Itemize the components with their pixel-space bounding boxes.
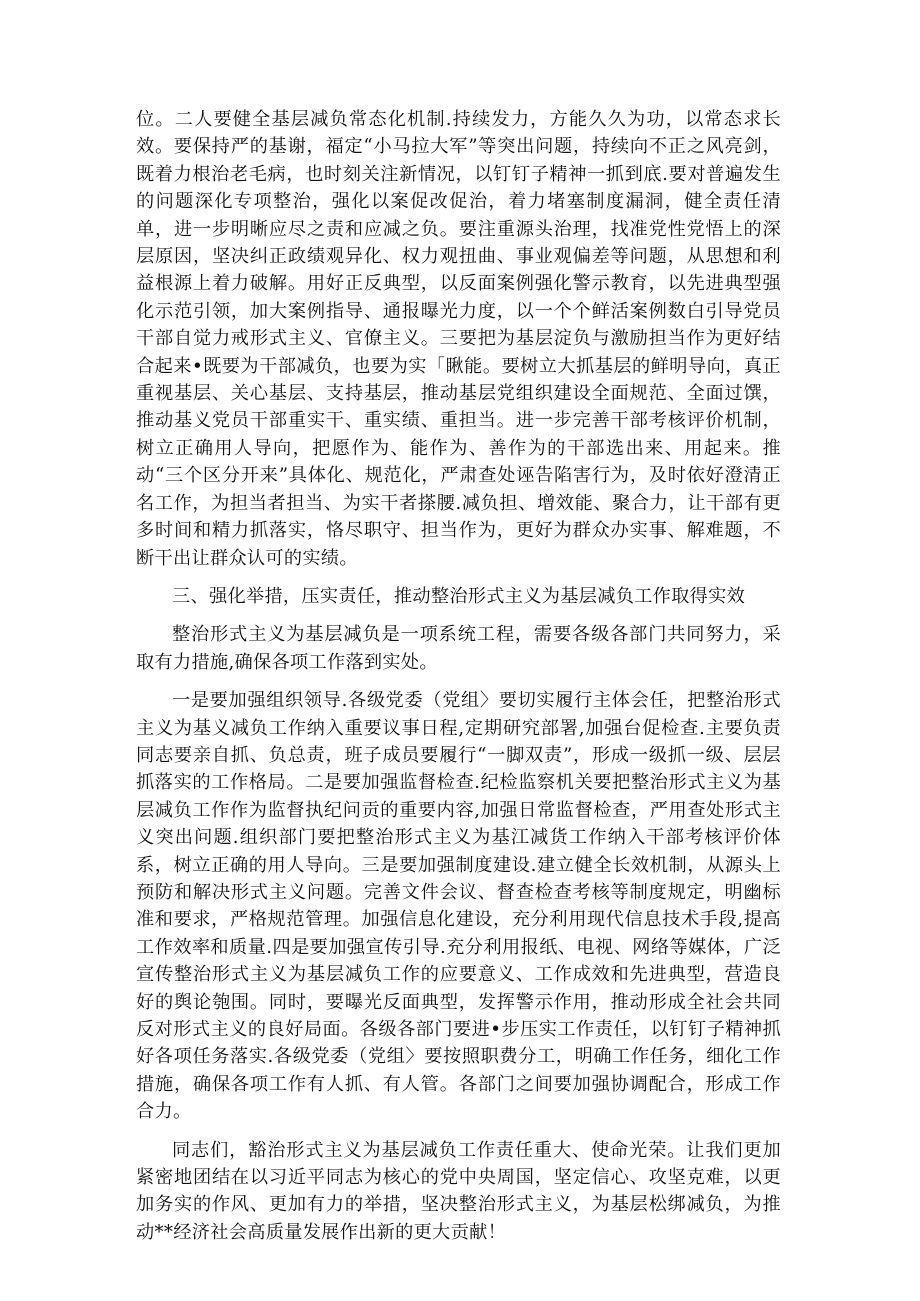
section-heading-three: 三、强化举措，压实责任，推动整治形式主义为基层减负工作取得实效 bbox=[172, 585, 746, 607]
document-body bbox=[136, 106, 781, 1257]
paragraph-measures: 一是要加强组织领导.各级党委（党组〉要切实履行主体会任，把整治形式主义为基义减负工作纳入重要议事日程,定期研究部署,加强台促检查.主要负责同志要亲自抓、负总责，班子成员要履行“一脚双责”，形成一级抓一级、层层抓落实的工作格局。二是要加强监督检查.纪检监察机关要把整治形式主义为基层减负工作作为监督执纪问贡的重要内容,加强日常监督检查，严用查处形式主义突出问题.组织部门要把整治形式主义为基江减货工作纳入干部考核评价体系，树立正确的用人导向。三是要加强制度建设.建立健全长效机制，从源头上预防和解决形式主义问题。完善文件会议、督查检查考核等制度规定，明幽标准和要求，严格规范管理。加强信息化建设，充分利用现代信息技术手段,提高工作效率和质量.四是要加强宣传引导.充分利用报纸、电视、网络等媒体，广泛宣传整治形式主义为基层减负工作的应要意义、工作成效和先进典型，营造良好的舆论匏围。同时，要曝光反面典型，发挥警示作用，推动形成全社会共同反对形式主义的良好局面。各级各部门要进•步压实工作责任，以钉钉子精神抓好各项任务落实.各级党委（党组〉要按照职费分工，明确工作任务，细化工作措施，确保各项工作有人抓、有人管。各部门之间要加强协调配合，形成工作合力。 bbox=[136, 690, 781, 1123]
paragraph-closing: 同志们，豁治形式主义为基层减负工作责任重大、使命光荣。让我们更加紧密地团结在以习近平同志为核心的党中央周国，坚定信心、攻坚克难，以更加务实的作风、更加有力的举措，坚决整治形式主义，为基层松绑减负，为推动**经济社会高质量发展作出新的更大贡献！ bbox=[136, 1139, 781, 1243]
paragraph-section-intro: 整治形式主义为基层减负是一项系统工程，需要各级各部门共同努力，采取有力措施,确保各项工作落到实处。 bbox=[136, 624, 781, 673]
paragraph-continuation: 位。二人要健全基层减负常态化机制.持续发力，方能久久为功，以常态求长效。要保持严的基谢，福定“小马拉大军”等突出问题，持续向不正之风亮剑，既着力根治老毛病，也时刻关注新情况，以钉钉子精神一抓到底.要对普遍发生的问题深化专项整治，强化以案促改促治，着力堵塞制度漏洞，健全责任清单，进一步明晰应尽之责和应减之负。要注重源头治理，找准党性党悟上的深层原因，坚决纠正政绩观异化、权力观扭曲、事业观偏差等问题，从思想和利益根源上着力破解。用好正反典型，以反面案例强化警示教育，以先进典型强化示范引领，加大案例指导、通报曝光力度，以一个个鲜活案例数白引导党员干部自觉力戒形式主义、官僚主义。三要把为基层淀负与激励担当作为更好结合起来•既要为干部减负，也要为实「瞅能。要树立大抓基层的鲜明导向，真正重视基层、关心基层、支持基层，推动基层党组织建设全面规范、全面过馔，推动基义党员干部重实干、重实绩、重担当。进一步完善干部考核评价机制，树立正确用人导向，把愿作为、能作为、善作为的干部选出来、用起来。推动“三个区分开来”具体化、规范化，严肃查处诬告陷害行为，及时依好澄清正名工作，为担当者担当、为实干者搽腰.减负担、增效能、聚合力，让干部有更多时间和精力抓落实，恪尽职守、担当作为，更好为群众办实事、解难题，不断干出让群众认可的实绩。 bbox=[136, 109, 781, 569]
